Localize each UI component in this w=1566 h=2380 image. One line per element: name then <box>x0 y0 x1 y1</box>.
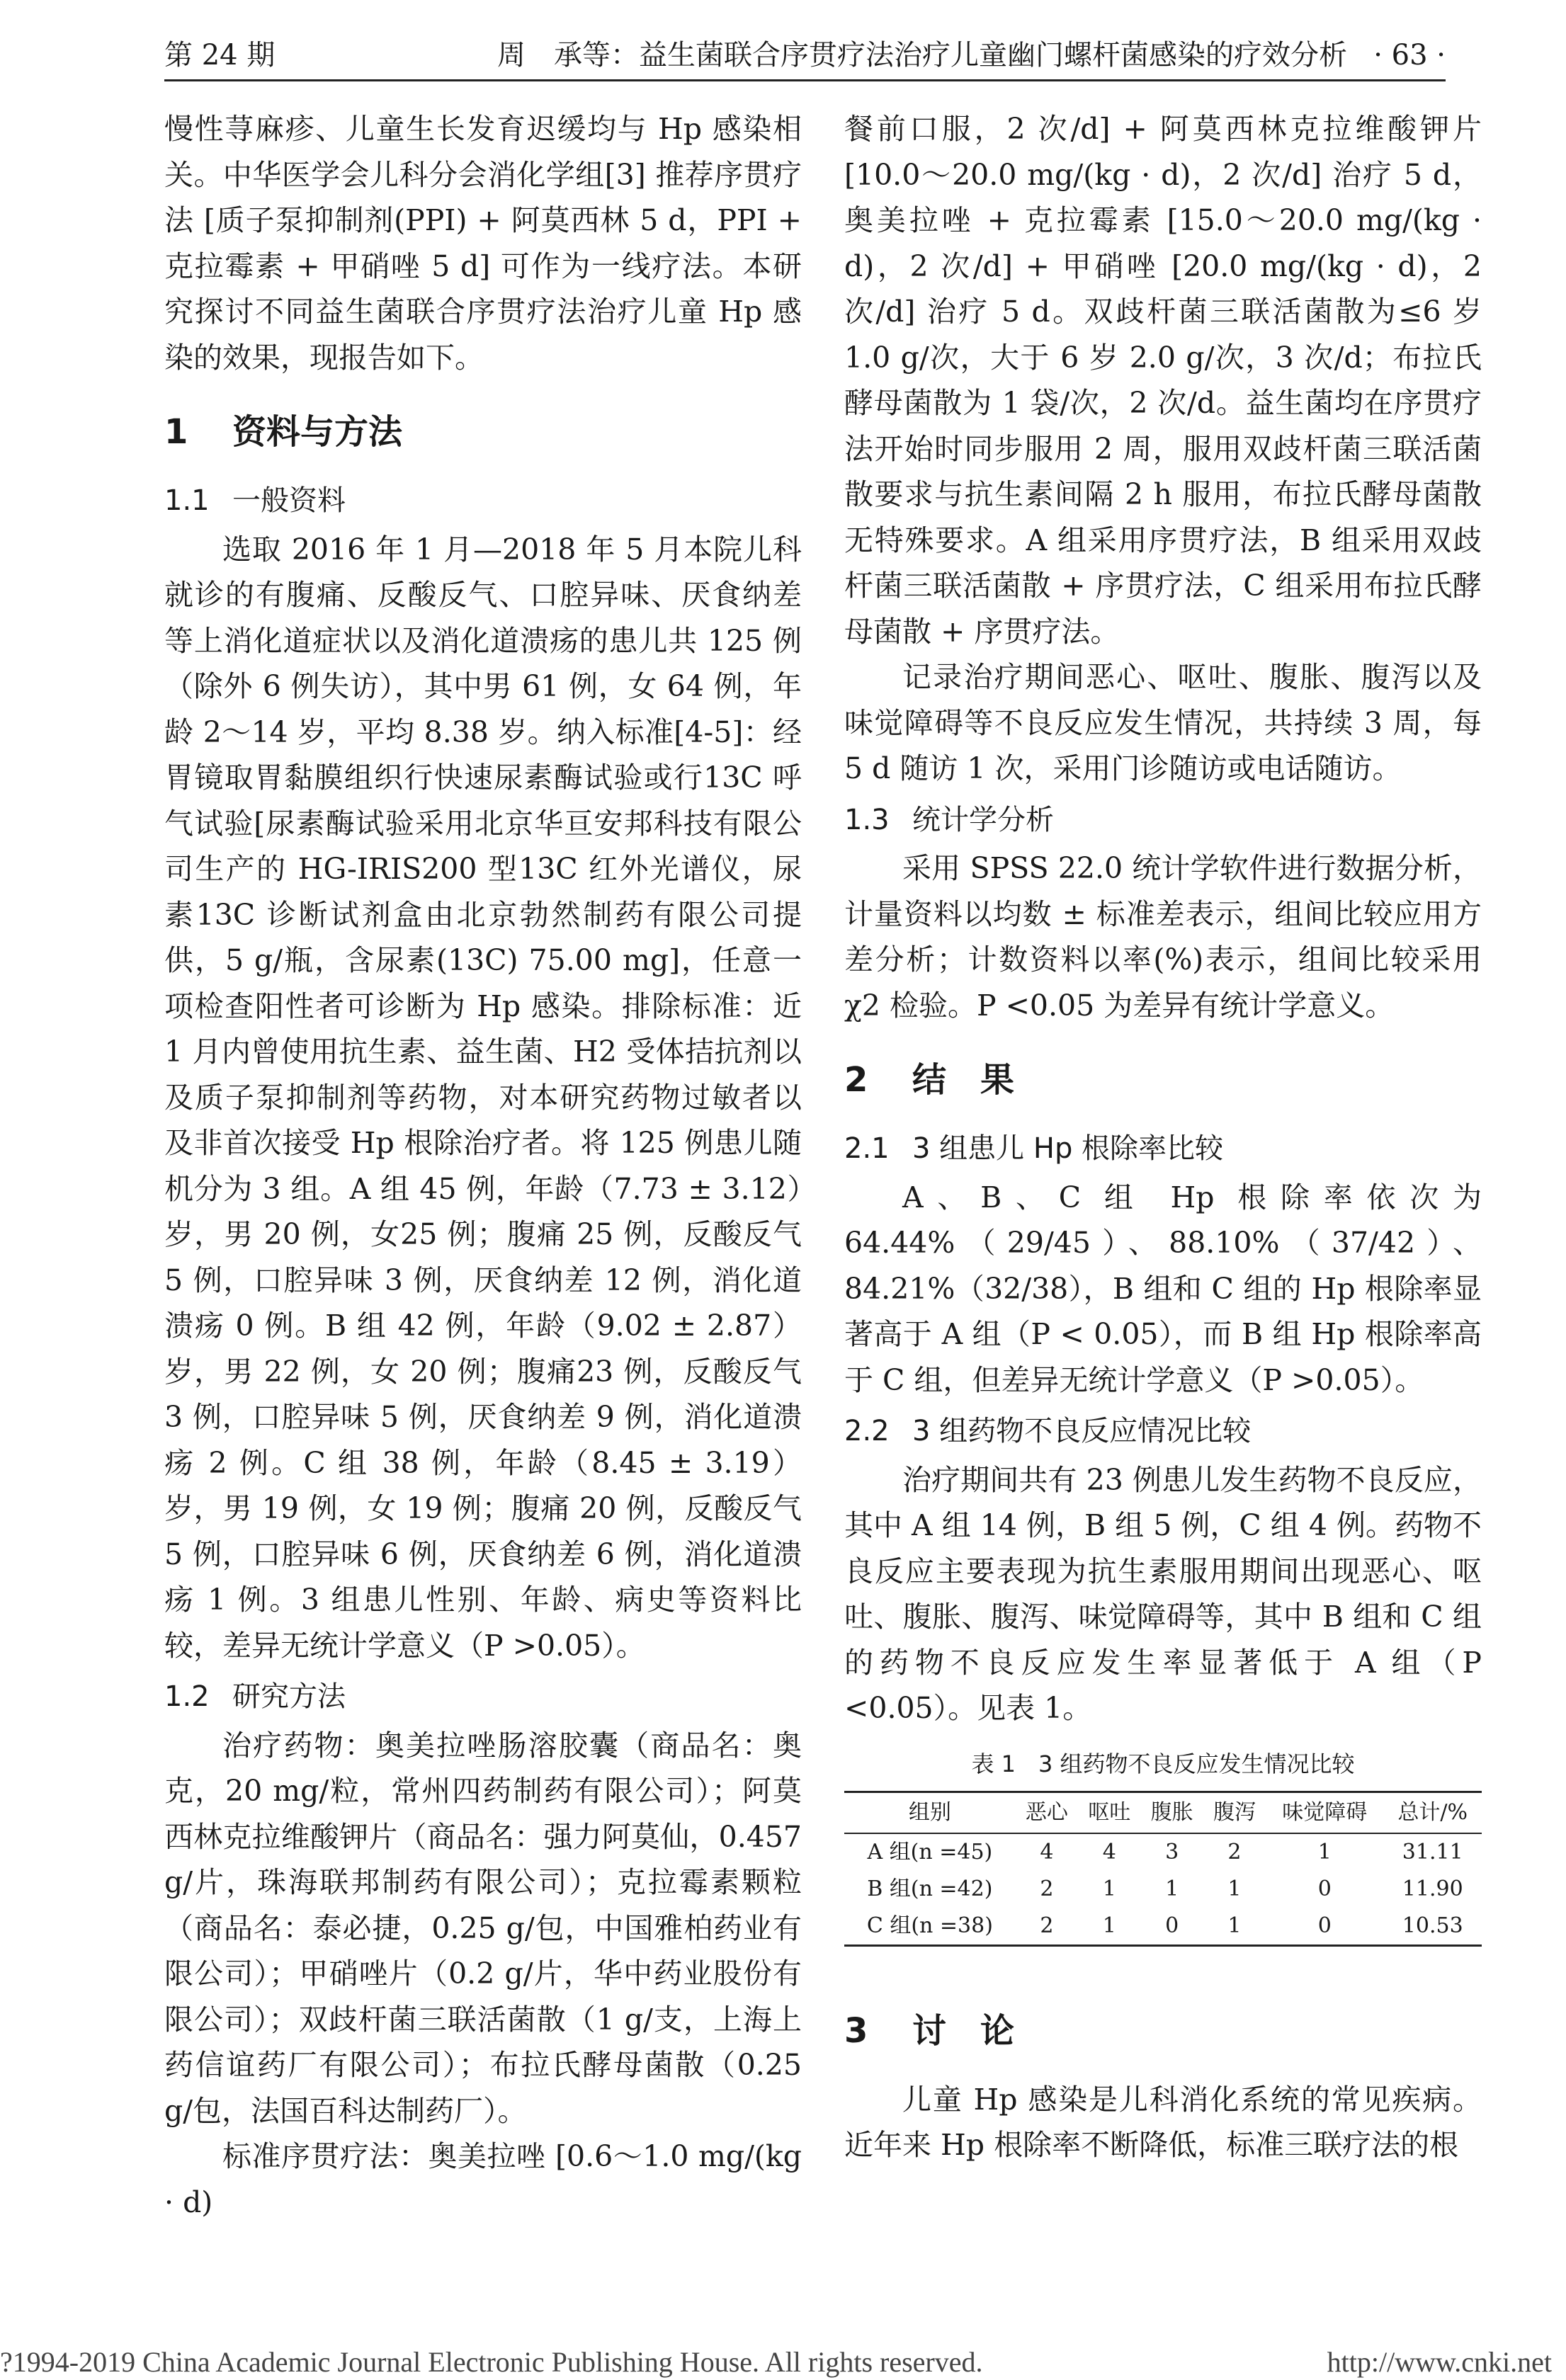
subsection-heading <box>844 1408 1482 1454</box>
table-cell: C 组(n =38) <box>844 1908 1016 1946</box>
table-cell: 3 <box>1165 1839 1179 1864</box>
table-header-cell: 腹泻 <box>1203 1792 1266 1833</box>
table-row <box>844 1833 1482 1871</box>
subsection-number: 2.1 <box>844 1132 890 1165</box>
paragraph: 治疗药物：奥美拉唑肠溶胶囊（商品名：奥克，20 mg/粒，常州四药制药有限公司）；阿莫西林克拉维酸钾片（商品名：强力阿莫仙，0.457 g/片，珠海联邦制药有限公司）；克拉霉素颗粒（商品名：泰必捷，0.25 g/包，中国雅柏药业有限公司）；甲硝唑片（0.2 g/片，华中药业股份有限公司）；双歧杆菌三联活菌散（1 g/支，上海上药信谊药厂有限公司）；布拉氏酵母菌散（0.25 g/包，法国百科达制药厂）。 <box>164 1728 802 2128</box>
table-header-cell: 总计/% <box>1383 1792 1482 1833</box>
left-column <box>164 106 802 2225</box>
table-header-row <box>844 1792 1482 1833</box>
table-cell: 31.11 <box>1402 1839 1463 1864</box>
table-caption: 表 1 3 组药物不良反应发生情况比较 <box>971 1750 1355 1777</box>
table-cell: 1 <box>1203 1908 1266 1946</box>
right-column <box>844 106 1482 2168</box>
section-title: 资料与方法 <box>232 412 403 452</box>
subsection-title: 统计学分析 <box>912 803 1054 836</box>
section-number: 1 <box>164 412 188 452</box>
subsection-title: 3 组患儿 Hp 根除率比较 <box>912 1132 1224 1165</box>
subsection-title: 一般资料 <box>232 484 346 517</box>
subsection-heading <box>164 478 802 524</box>
adverse-reaction-table <box>844 1791 1482 1947</box>
table-cell: 4 <box>1040 1839 1054 1864</box>
paragraph: 采用 SPSS 22.0 统计学软件进行数据分析，计量资料以均数 ± 标准差表示，组间比较应用方差分析；计数资料以率(%)表示，组间比较采用χ2 检验。P <0.05 为差异有统计学意义。 <box>844 851 1482 1023</box>
table-cell: 0 <box>1266 1908 1383 1946</box>
table-row <box>844 1871 1482 1908</box>
paragraph: 标准序贯疗法：奥美拉唑 [0.6～1.0 mg/(kg · d) <box>164 2139 802 2219</box>
table-cell: 1 <box>1102 1876 1116 1901</box>
table-cell: 2 <box>1227 1839 1242 1864</box>
table-header-cell: 味觉障碍 <box>1266 1792 1383 1833</box>
table-cell: 2 <box>1040 1876 1054 1901</box>
paragraph: 餐前口服，2 次/d] + 阿莫西林克拉维酸钾片[10.0～20.0 mg/(kg · d)，2 次/d] 治疗 5 d，奥美拉唑 + 克拉霉素 [15.0～20.0 mg/(kg · d)，2 次/d] + 甲硝唑 [20.0 mg/(kg · d)，2 次/d] 治疗 5 d。双歧杆菌三联活菌散为≤6 岁 1.0 g/次，大于 6 岁 2.0 g/次，3 次/d；布拉氏酵母菌散为 1 袋/次，2 次/d。益生菌均在序贯疗法开始时同步服用 2 周，服用双歧杆菌三联活菌散要求与抗生素间隔 2 h 服用，布拉氏酵母菌散无特殊要求。A 组采用序贯疗法，B 组采用双歧杆菌三联活菌散 + 序贯疗法，C 组采用布拉氏酵母菌散 + 序贯疗法。 <box>844 112 1482 649</box>
paragraph: 记录治疗期间恶心、呕吐、腹胀、腹泻以及味觉障碍等不良反应发生情况，共持续 3 周，每 5 d 随访 1 次，采用门诊随访或电话随访。 <box>844 660 1482 785</box>
table-cell: 4 <box>1102 1839 1116 1864</box>
table-cell: 1 <box>1317 1839 1332 1864</box>
section-title: 讨 论 <box>912 2010 1015 2051</box>
paragraph: 选取 2016 年 1 月—2018 年 5 月本院儿科就诊的有腹痛、反酸反气、口腔异味、厌食纳差等上消化道症状以及消化道溃疡的患儿共 125 例（除外 6 例失访），其中男 61 例，女 64 例，年龄 2～14 岁，平均 8.38 岁。纳入标准[4-5]：经胃镜取胃黏膜组织行快速尿素酶试验或行13C 呼气试验[尿素酶试验采用北京华亘安邦科技有限公司生产的 HG-IRIS200 型13C 红外光谱仪，尿素13C 诊断试剂盒由北京勃然制药有限公司提供，5 g/瓶，含尿素(13C) 75.00 mg]，任意一项检查阳性者可诊断为 Hp 感染。排除标准：近 1 月内曾使用抗生素、益生菌、H2 受体拮抗剂以及质子泵抑制剂等药物，对本研究药物过敏者以及非首次接受 Hp 根除治疗者。将 125 例患儿随机分为 3 组。A 组 45 例，年龄（7.73 ± 3.12）岁，男 20 例，女25 例；腹痛 25 例，反酸反气 5 例，口腔异味 3 例，厌食纳差 12 例，消化道溃疡 0 例。B 组 42 例，年龄（9.02 ± 2.87）岁，男 22 例，女 20 例；腹痛23 例，反酸反气 3 例，口腔异味 5 例，厌食纳差 9 例，消化道溃疡 2 例。C 组 38 例，年龄（8.45 ± 3.19）岁，男 19 例，女 19 例；腹痛 20 例，反酸反气 5 例，口腔异味 6 例，厌食纳差 6 例，消化道溃疡 1 例。3 组患儿性别、年龄、病史等资料比较，差异无统计学意义（P >0.05）。 <box>164 532 802 1663</box>
page-number: · 63 · <box>1373 39 1446 72</box>
table-cell: 2 <box>1016 1908 1078 1946</box>
table-header-cell: 恶心 <box>1016 1792 1078 1833</box>
subsection-number: 2.2 <box>844 1415 890 1447</box>
table-header-cell: 腹胀 <box>1140 1792 1203 1833</box>
copyright-text: ?1994-2019 China Academic Journal Electronic Publishing House. All rights reserved. <box>0 2346 983 2378</box>
subsection-heading <box>844 797 1482 843</box>
table-cell: 1 <box>1165 1876 1179 1901</box>
table-cell: 10.53 <box>1383 1908 1482 1946</box>
table-header-cell: 呕吐 <box>1078 1792 1140 1833</box>
section-heading <box>164 407 802 457</box>
table-cell: 0 <box>1140 1908 1203 1946</box>
subsection-number: 1.3 <box>844 803 890 836</box>
table-row <box>844 1908 1482 1946</box>
subsection-heading <box>844 1126 1482 1172</box>
footer-url: http://www.cnki.net <box>1327 2346 1552 2378</box>
section-title: 结 果 <box>912 1060 1015 1100</box>
table-cell: A 组(n =45) <box>867 1839 993 1864</box>
section-number: 2 <box>844 1060 868 1100</box>
subsection-number: 1.2 <box>164 1680 210 1713</box>
table-cell: 11.90 <box>1402 1876 1463 1901</box>
table-cell: B 组(n =42) <box>867 1876 993 1901</box>
paragraph: 儿童 Hp 感染是儿科消化系统的常见疾病。近年来 Hp 根除率不断降低，标准三联疗法的根 <box>844 2082 1482 2162</box>
table-header-cell: 组别 <box>844 1792 1016 1833</box>
subsection-number: 1.1 <box>164 484 210 517</box>
paragraph: A、B、C 组 Hp 根除率依次为 64.44%（29/45）、88.10%（37/42）、84.21%（32/38），B 组和 C 组的 Hp 根除率显著高于 A 组（P < 0.05），而 B 组 Hp 根除率高于 C 组，但差异无统计学意义（P >0.05）。 <box>844 1180 1482 1397</box>
paragraph: 慢性荨麻疹、儿童生长发育迟缓均与 Hp 感染相关。中华医学会儿科分会消化学组[3] 推荐序贯疗法 [质子泵抑制剂(PPI) + 阿莫西林 5 d，PPI + 克拉霉素 + 甲硝唑 5 d] 可作为一线疗法。本研究探讨不同益生菌联合序贯疗法治疗儿童 Hp 感染的效果，现报告如下。 <box>164 112 802 375</box>
subsection-heading <box>164 1674 802 1720</box>
subsection-title: 3 组药物不良反应情况比较 <box>912 1415 1252 1447</box>
header-rule <box>164 79 1446 81</box>
table-cell: 1 <box>1078 1908 1140 1946</box>
table-cell: 1 <box>1227 1876 1242 1901</box>
table-cell: 0 <box>1317 1876 1332 1901</box>
issue-label: 第 24 期 <box>164 39 276 72</box>
paragraph: 治疗期间共有 23 例患儿发生药物不良反应，其中 A 组 14 例，B 组 5 例，C 组 4 例。药物不良反应主要表现为抗生素服用期间出现恶心、呕吐、腹胀、腹泻、味觉障碍等，其中 B 组和 C 组的药物不良反应发生率显著低于 A 组（P <0.05）。见表 1。 <box>844 1462 1482 1725</box>
section-heading <box>844 2006 1482 2056</box>
running-header <box>164 34 1446 76</box>
section-number: 3 <box>844 2010 868 2051</box>
section-heading <box>844 1055 1482 1105</box>
article-running-title: 周 承等：益生菌联合序贯疗法治疗儿童幽门螺杆菌感染的疗效分析 <box>497 39 1347 72</box>
subsection-title: 研究方法 <box>232 1680 346 1713</box>
